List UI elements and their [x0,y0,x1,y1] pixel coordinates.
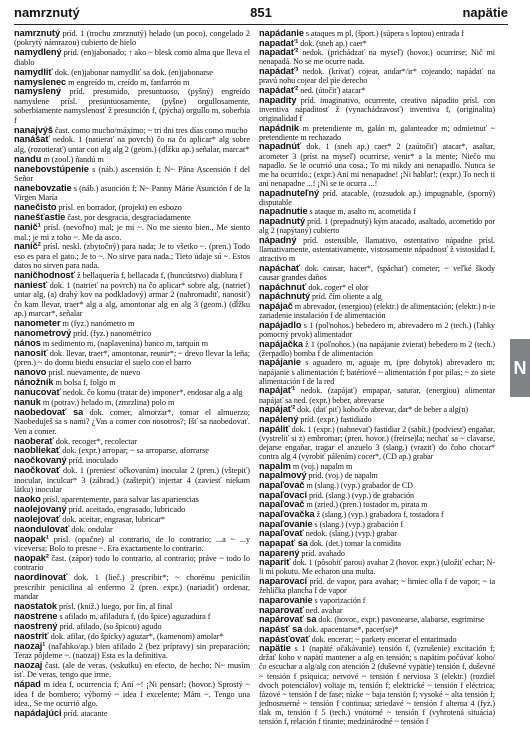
entry-definition: dok. aceitar, engrasar, lubricar* [60,514,166,524]
headword: napáchnutý [259,291,311,302]
dictionary-entry [259,124,495,142]
headword: nanometer [14,318,61,329]
headword: napádať² [259,84,299,95]
dictionary-entry [259,292,495,301]
entry-definition: príd. atacante [61,708,108,718]
entry-definition: m (potrav.) helado m, (zmrzlina) polo m [40,397,175,407]
headword: napadíty [259,94,297,105]
entry-definition: nedok. (slang.) (vyp.) grabar [303,529,397,539]
dictionary-entry [14,271,250,280]
dictionary-entry [259,67,495,85]
headword: napariť [259,557,291,568]
headword: naobedovať sa [14,406,84,417]
entry-definition: dok. recoger*, recolectar [53,436,137,446]
headword: naondulovať [14,523,70,534]
entry-definition: príd. de vapor, para avahar; ~ hrniec olla f de vapor; ~ ia žehlička plancha f de vapor [259,577,495,596]
entry-definition: prísl. nuevamente, de nuevo [46,368,141,378]
headword: napájač [259,301,293,312]
entry-definition: m bolsa f, folgo m [53,378,116,388]
headword: naoko [14,494,41,504]
dictionary-entry [14,87,250,125]
headword: napadnutie [259,206,308,217]
headword: namyslený [14,86,62,97]
entry-definition: dok. encerar; ~ parkety encerar el entarimado [309,634,457,644]
entry-definition: príd. avahado [299,548,345,558]
header-page-number: 851 [250,5,272,20]
entry-definition: prísl. en borrador, (projekt) en esbozo [56,203,182,213]
entry-definition: dok. 1 (expr.) (nahnevať) fastidiar 2 (sabít.) (podviesť) engañar, (vystreliť si z) embromar; (pren. hovor.) (freirse)la; nechať sa ~ clavarse, dejarse engañar, tragar el anzuelo 3 (slang.) (vraziť) do čoho chocar* contra alg 4 (vyrobiť pálením) cocer*, (CD ap.) grabar [259,424,495,462]
dictionary-entry [14,632,250,641]
headword: naočkovať [14,465,61,476]
dictionary-entry [259,48,495,66]
entry-definition: príd. 1 (trochu zmrznutý) helado (un poco), congelado 2 (pokrytý námrazou) cubierto de hielo [14,29,250,48]
entry-definition: dok. causar, hacer*, (spáchať) cometer; ~ veľké škody causar grandes daños [259,263,495,283]
dictionary-entry [14,408,250,436]
entry-definition: s ataques m pl, (šport.) (súpera s loptou) entrada f [304,29,465,38]
headword: napádajúci [14,707,62,718]
entry-definition: s afilado m, afiladura f, (do špice) aguzadura f [57,611,211,621]
headword: naopak² [14,552,49,563]
headword: naolejovaný [14,503,67,514]
entry-definition: dok. (en)jabonar namydliť sa dok. (en)jabonarse [52,67,213,77]
entry-definition: čast. como mucho/máximo; ~ tri dni tres días como mucho [52,125,248,135]
entry-definition: dok. (hovor., expr.) pavonearse, alabarse, esgrimirse [316,615,485,625]
headword: namydlený [14,47,62,58]
dictionary-entry [259,386,495,404]
headword: napadnúť [259,141,302,152]
dictionary-entry [14,213,250,222]
dictionary-entry [259,189,495,207]
entry-definition: ž 1 (poľnohos.) (na napájanie zvierat) bebedero m 2 (tech.) (žerpadlo) bomba f de alimentación [259,339,495,358]
entry-definition: ž bellaquería f, bellacada f, (huncútstvo) diablura f [74,271,243,281]
headword: naparovanie [259,594,313,605]
headword: naničhodnosť [14,270,75,281]
headword: nanosiť [14,347,48,358]
dictionary-entry [259,415,495,424]
dictionary-entry [259,558,495,576]
entry-definition: s (náb.) ascensión f; N~ Pána Ascensión f del Señor [14,164,250,184]
entry-definition: (naľahko/ap.) bien afilado 2 (bez prípravy) sin preparación; Teraz pôjdeme ~. (naozaj) Esta es la definitiva. [14,641,250,660]
dictionary-entry [14,709,250,718]
entry-definition: m (zried.) (pren.) tostador m, pirata m [304,500,428,510]
entry-definition: m abrevador, (energiou) (elektr.) de alimentación; (elektr.) n-ie zariadenie instalación f de alimentación [259,302,495,321]
entry-definition: m idea f, ocurrencia f; Aní ~! ¡Ni pensar!; (hovor.) Sprostý ~ idea f de bombero; výborný ~ idea f excelente; Mám ~. Tengo una idea., Se me ocurrió algo. [14,680,250,709]
entry-definition: dok. 1 (preniesť očkovaním) inocular 2 (pren.) (vštepiť) inocular, inculcar* 3 (záhrad.) (zaštepiť) injertar 4 (zaviesť niekam látku) inocular [14,466,250,495]
dictionary-entry [259,549,495,558]
entry-definition: príd. imaginativo, ocurrente, creativo nápadito prísl. con inventiva nápaditosť ž (vynachádzavosť) inventiva f, (originalita) originalidad f [259,95,495,123]
entry-definition: príd. (fyz.) nanométrico [71,329,152,339]
header-last-headword: napätie [462,5,508,20]
entry-definition: s (slang.) (vyp.) grabación f [312,519,403,529]
entry-definition: nedok. 1 (natierať na povrch) čo na čo aplicar* alg sobre alg, (rozotierať) untar con alg alg 2 (geom.) (dĺžku ap.) señalar, marcar* [14,135,250,154]
entry-definition: s aguadero m, aguaje m, (pre dobytok) abrevadero m; napájanie s alimentación f; batériové ~ alimentación f por pilas; ~ zo siete alimentación f de la red [259,358,495,386]
entry-definition: čast. (ale de veras, (vskutku) en efecto, de hecho; N~ musím ísť. De veras, tengo que irme. [14,660,250,680]
header-first-headword: namrznutý [14,5,80,20]
headword: naolejovať [14,513,61,524]
entry-definition: dok. apacentarse*, pacer(se)* [302,624,399,634]
headword: naozaj [14,659,43,670]
entry-definition: m (zool.) ñandú m [41,154,104,164]
headword: nanovo [14,367,47,378]
dictionary-entry [259,96,495,123]
entry-definition: príd. atacable, (rozsudok ap.) impugnable, (sporný) disputable [259,188,495,207]
entry-definition: ž (slang.) (vyp.) grabadora f, tostadora f [314,509,444,519]
headword: nanešťastie [14,212,66,223]
headword: nápadný [259,234,297,245]
entry-definition: prísl. aparentemente, para salvar las apariencias [40,495,199,504]
headword: namyslenec [14,76,67,87]
entry-definition: dok. (det.) tomar la comidita [307,538,401,548]
headword: nános [14,338,41,348]
dictionary-entry [14,642,250,661]
headword: napálený [259,413,299,424]
entry-definition: príd. (expr.) fastidiado [298,414,372,424]
entry-definition: dok. (dať piť) koho/čo abrevar, dar* de beber a alg(n) [295,405,469,415]
headword: nandu [14,153,42,164]
entry-definition: dok. (sneh ap.) caer* [298,38,367,48]
dictionary-entry [259,321,495,339]
entry-definition: s vaporización f [312,595,366,605]
entry-definition: m (voj.) napalm m [290,461,353,471]
headword: naostrene [14,610,58,621]
dictionary-entry [14,48,250,67]
dictionary-entry [259,340,495,358]
headword: namydliť [14,66,53,77]
entry-definition: príd. presumido, presuntuoso, (pyšný) engreído namyslene prísl. presuntuosamente, (pyšne) orgullosamente, soberbiamente namyslenosť ž presunción f, (pýcha) orgullo m, soberbia f [14,87,250,125]
headword: napájačka [259,338,303,349]
entry-definition: dok. llevar, traer*, amontonar, reunir*; ~ drevo llevar la leña; (pren.) ~ do domu biedu ensuciar el suelo con el barro [14,348,250,368]
thumb-index-tab: N [510,339,530,397]
dictionary-entry [14,135,250,154]
headword: napadať² [259,47,299,58]
headword: napáchať [259,262,301,273]
headword: napájať² [259,404,296,415]
headword: napáliť [259,423,290,434]
headword: napájanie [259,357,301,368]
entry-definition: príd. (en)jabonado; ↑ ako ~ blesk como alma que lleva el diablo [14,48,250,67]
headword: nápad [14,679,41,690]
dictionary-entry [259,236,495,263]
left-column [14,29,250,719]
dictionary-entry [14,339,250,348]
entry-definition: s ataque m, asalto m, acometida f [307,207,416,217]
headword: nanečisto [14,202,57,213]
headword: napalmový [259,470,307,481]
dictionary-entry [14,573,250,601]
entry-definition: m (fyz.) nanómetro m [60,319,135,329]
entry-definition: m pretendiente m, galán m, galanteador m; odmietnuť ~ pretendiente m rechazado [259,123,495,142]
dictionary-entry [259,302,495,320]
dictionary-entry [14,554,250,573]
entry-definition: príd. afilado, (so špicou) agudo [57,621,162,631]
headword: naordinovať [14,572,68,583]
headword: naparený [259,547,300,558]
headword: naniesť [14,280,48,291]
page-header [14,4,508,25]
dictionary-entry [14,466,250,494]
headword: napadnuteľný [259,187,320,198]
dictionary-entry [259,264,495,282]
headword: naostatok [14,600,57,611]
headword: nanometrový [14,328,72,339]
headword: naostrený [14,620,58,631]
headword: napadať¹ [259,37,299,48]
entry-definition: prísl. (opačne) al contrario, de lo contrario; ...a ~ ...y viceversa; Bolo to presne ~. Era exactamente lo contrario. [14,534,250,554]
headword: naobliekať [14,445,61,456]
headword: nanášať [14,134,50,145]
dictionary-entry [14,535,250,554]
headword: napásťovať [259,633,310,644]
entry-definition: dok. coger* el olor [306,282,369,292]
dictionary-entry [14,184,250,203]
headword: nanič¹ [14,222,41,233]
entry-definition: dok. ondular [69,524,113,534]
dictionary-entry [14,680,250,708]
headword: naočkovaný [14,455,67,466]
headword: napájať¹ [259,385,296,396]
headword: napaľovať [259,528,304,539]
entry-definition: príd. 1 (prepadnutý) kým atacado, asaltado, acometido por alg 2 (napýtaný) cubierto [259,217,495,236]
dictionary-entry [14,281,250,319]
entry-definition: dok. 1 (sneh ap.) caer* 2 (zaútočiť) atacar*, asaltar, acometer 3 (príst na myseľ) ocurrirse, venir* a la mente; Niečo mu napadlo. Se le ocurrió una cosa.; To mi nikdy ani nenapadlo. Nunca se me ha ocurrido.; (expr.) Ani mi nenapadne! ¡Ni hablar!; (expr.) To nech ti ani nenapadne ...! ¡Ni se te ocurra ...! [259,142,495,188]
dictionary-entry [14,661,250,680]
entry-definition: dok. comer, almorzar*, tomar el almuerzo; Naobeduješ sa s nami? ¿Vas a comer con nosotros?; Išť sa naobedovať. Ven a comer. [14,407,250,436]
headword: namrznutý [14,28,61,38]
dictionary-entry [259,635,495,644]
entry-definition: dok. 1 (natrieť na povrch) na čo aplicar* sobre alg, (natrieť) untar alg, (a) drahý kov na podkladový) armar 2 (nahromadiť, nanosiť) čo kam llevar, traer* alg a alg, amontonar alg en alg 3 (geom.) (dĺžku ap.) marcar*, señalar [14,281,250,319]
entry-definition: s (náb.) asunción f; N~ Panny Márie Asunción f de la Virgen María [14,184,250,203]
headword: napalm [259,460,291,471]
headword: napádať³ [259,66,299,77]
headword: napárovať sa [259,614,317,625]
dictionary-entry [14,349,250,368]
dictionary-entry [259,217,495,235]
dictionary-entry [14,165,250,184]
headword: naostriť [14,630,49,641]
entry-definition: ned. (útočiť) atacar* [298,85,366,95]
headword: napaľovanie [259,518,313,529]
entry-definition: dok. (expr.) arropar; ~ sa arroparse, aforrarse [60,446,209,456]
entry-definition: čast. (zápor) todo lo contrario, al contrario; práve ~ todo lo contrario [14,553,250,573]
entry-definition: príd. čím oliente a alg [310,292,382,302]
dictionary-entry [259,358,495,385]
dictionary-entry [14,622,250,631]
headword: napapať sa [259,537,308,548]
entry-definition: dok. 1 (lieč.) prescribir*; ~ chorému penicilín prescribir penicilina al enfermo 2 (pren. expr.) (nariadiť) ordenar, mandar [14,573,250,602]
headword: naozaj¹ [14,640,46,651]
dictionary-entry [14,388,250,397]
headword: napádnik [259,122,299,133]
dictionary-entry [14,223,250,242]
headword: naopak¹ [14,533,49,544]
dictionary-entry [14,29,250,48]
entry-definition: príd. aceitado, engrasado, lubricado [66,504,186,514]
entry-definition: dok. afilar, (do špicky) aguzar*, (kamenom) amolar* [48,631,224,641]
headword: nanebovzatie [14,183,72,193]
dictionary-entry [259,425,495,462]
dictionary-entry [14,242,250,270]
entry-definition: prísl. neskl. (zbytočný) para nada; Je to všetko ~. (pren.) Todo eso es para el gato.; Je to ~. No sirve para nada.; Tieto údaje sú ~. Estos datos no sirven para nada. [14,242,250,271]
headword: naoberať [14,435,54,446]
entry-definition: príd. (voj.) de napalm [306,471,378,481]
headword: nanič² [14,241,41,252]
entry-definition: s 1 (pol'nohos.) bebedero m, abrevadero m 2 (tech.) (ľahky pomocný prvok) alimentador [259,320,495,339]
headword: nanebovstúpenie [14,163,89,174]
headword: naparovací [259,576,308,587]
entry-definition: nedok. (krívať) cojear, andar*/ir* cojeando; napádať na pravú nohu cojear del pie derecho [259,67,495,86]
entry-definition: ned. avahar [303,605,343,615]
headword: naparovať [259,604,304,615]
entry-definition: príd. inoculado [66,456,119,466]
headword: nanajvýš [14,124,53,135]
headword: napätie [259,643,291,654]
entry-definition: prísl. (nevoľno) mal; je mi ~. No me siento bien., Me siento mal.; je mi z toho ~. Me da asco. [14,223,250,242]
entry-definition: príd. (slang.) (vyp.) de grabación [306,490,415,500]
headword: napaľovač [259,480,305,490]
entry-definition: nedok. (prichádzať na myseľ) (hovor.) ocurrirse; Nič mi nenapadá. No se me ocurre nada. [259,48,495,67]
headword: napáchnuť [259,281,307,292]
headword: napásť sa [259,623,303,634]
entry-definition: prísl. (kniž.) luego, por fin, al final [56,601,173,611]
entry-definition: nedok. čo komu (tratar de) imponer*, endosar alg a alg [60,388,243,398]
dictionary-entry [259,644,495,726]
entry-definition: čast. por desgracia, desgraciadamente [65,213,191,223]
entry-definition: nedok. (zapájať) empapar, saturar, (energiou) alimentar napájať sa ned. (expr.) beber, abrevarse [259,386,495,405]
dictionary-entry [259,577,495,595]
headword: napájadlo [259,319,302,330]
entry-definition: m engreído m, creído m, fanfarrón m [66,77,190,87]
entry-definition: s 1 (napäté očakávanie) tensión f, (vzrušenie) excitación f; držať koho v napätí mantener a alg en tensión; s napätím počúvať koho/čo escuchar a alg/alg con atención 2 (duševné vypätie) tensión f, duševné ~ tensión f psíquica; nervové ~ tensión f nerviosa 3 (elektr.) (rozdiel dvoch potenciálov) voltaje m, tensión f; elektrické ~ tensión f eléctrica; fázové ~ tensión f de fase; nízke ~ baja tensión f; vysoké ~ alta tensión f; jednosmerné ~ tensión f continua; striedavé ~ tensión f alterna 4 (fyz.) tlak m, tensión f 5 (tech.) vnútorné ~ tensión f (vyhrotená situácia) tensión f, relación f tirante; medzinárodné ~ tensión f [259,644,495,727]
headword: napádanie [259,28,304,38]
headword: napaľovací [259,489,307,500]
headword: napaľovač [259,499,305,510]
right-column [259,29,495,727]
headword: napaľovačka [259,508,315,519]
entry-definition: príd. ostensible, llamativo, ostentativo nápadne prísl. llamativamente, ostentativamente, vistosamente nápadnosť ž vistosidad f, atractivo m [259,235,495,264]
headword: napadnutý [259,216,305,227]
headword: nanucovať [14,387,61,398]
dictionary-entry [259,142,495,188]
headword: nanuk [14,396,41,407]
entry-definition: m (slang.) (vyp.) grabador de CD [304,481,413,490]
entry-definition: dok. 1 (pôsobiť parou) avahar 2 (hovor. expr.) (uložiť echar; N-li mi pokutu. Me echaron una multa. [259,558,495,577]
dictionary-entry [14,525,250,534]
dictionary-entry [14,329,250,338]
headword: nánožník [14,377,54,388]
entry-definition: m sedimento m, (naplavenina) banco m, tarquín m [40,339,208,348]
